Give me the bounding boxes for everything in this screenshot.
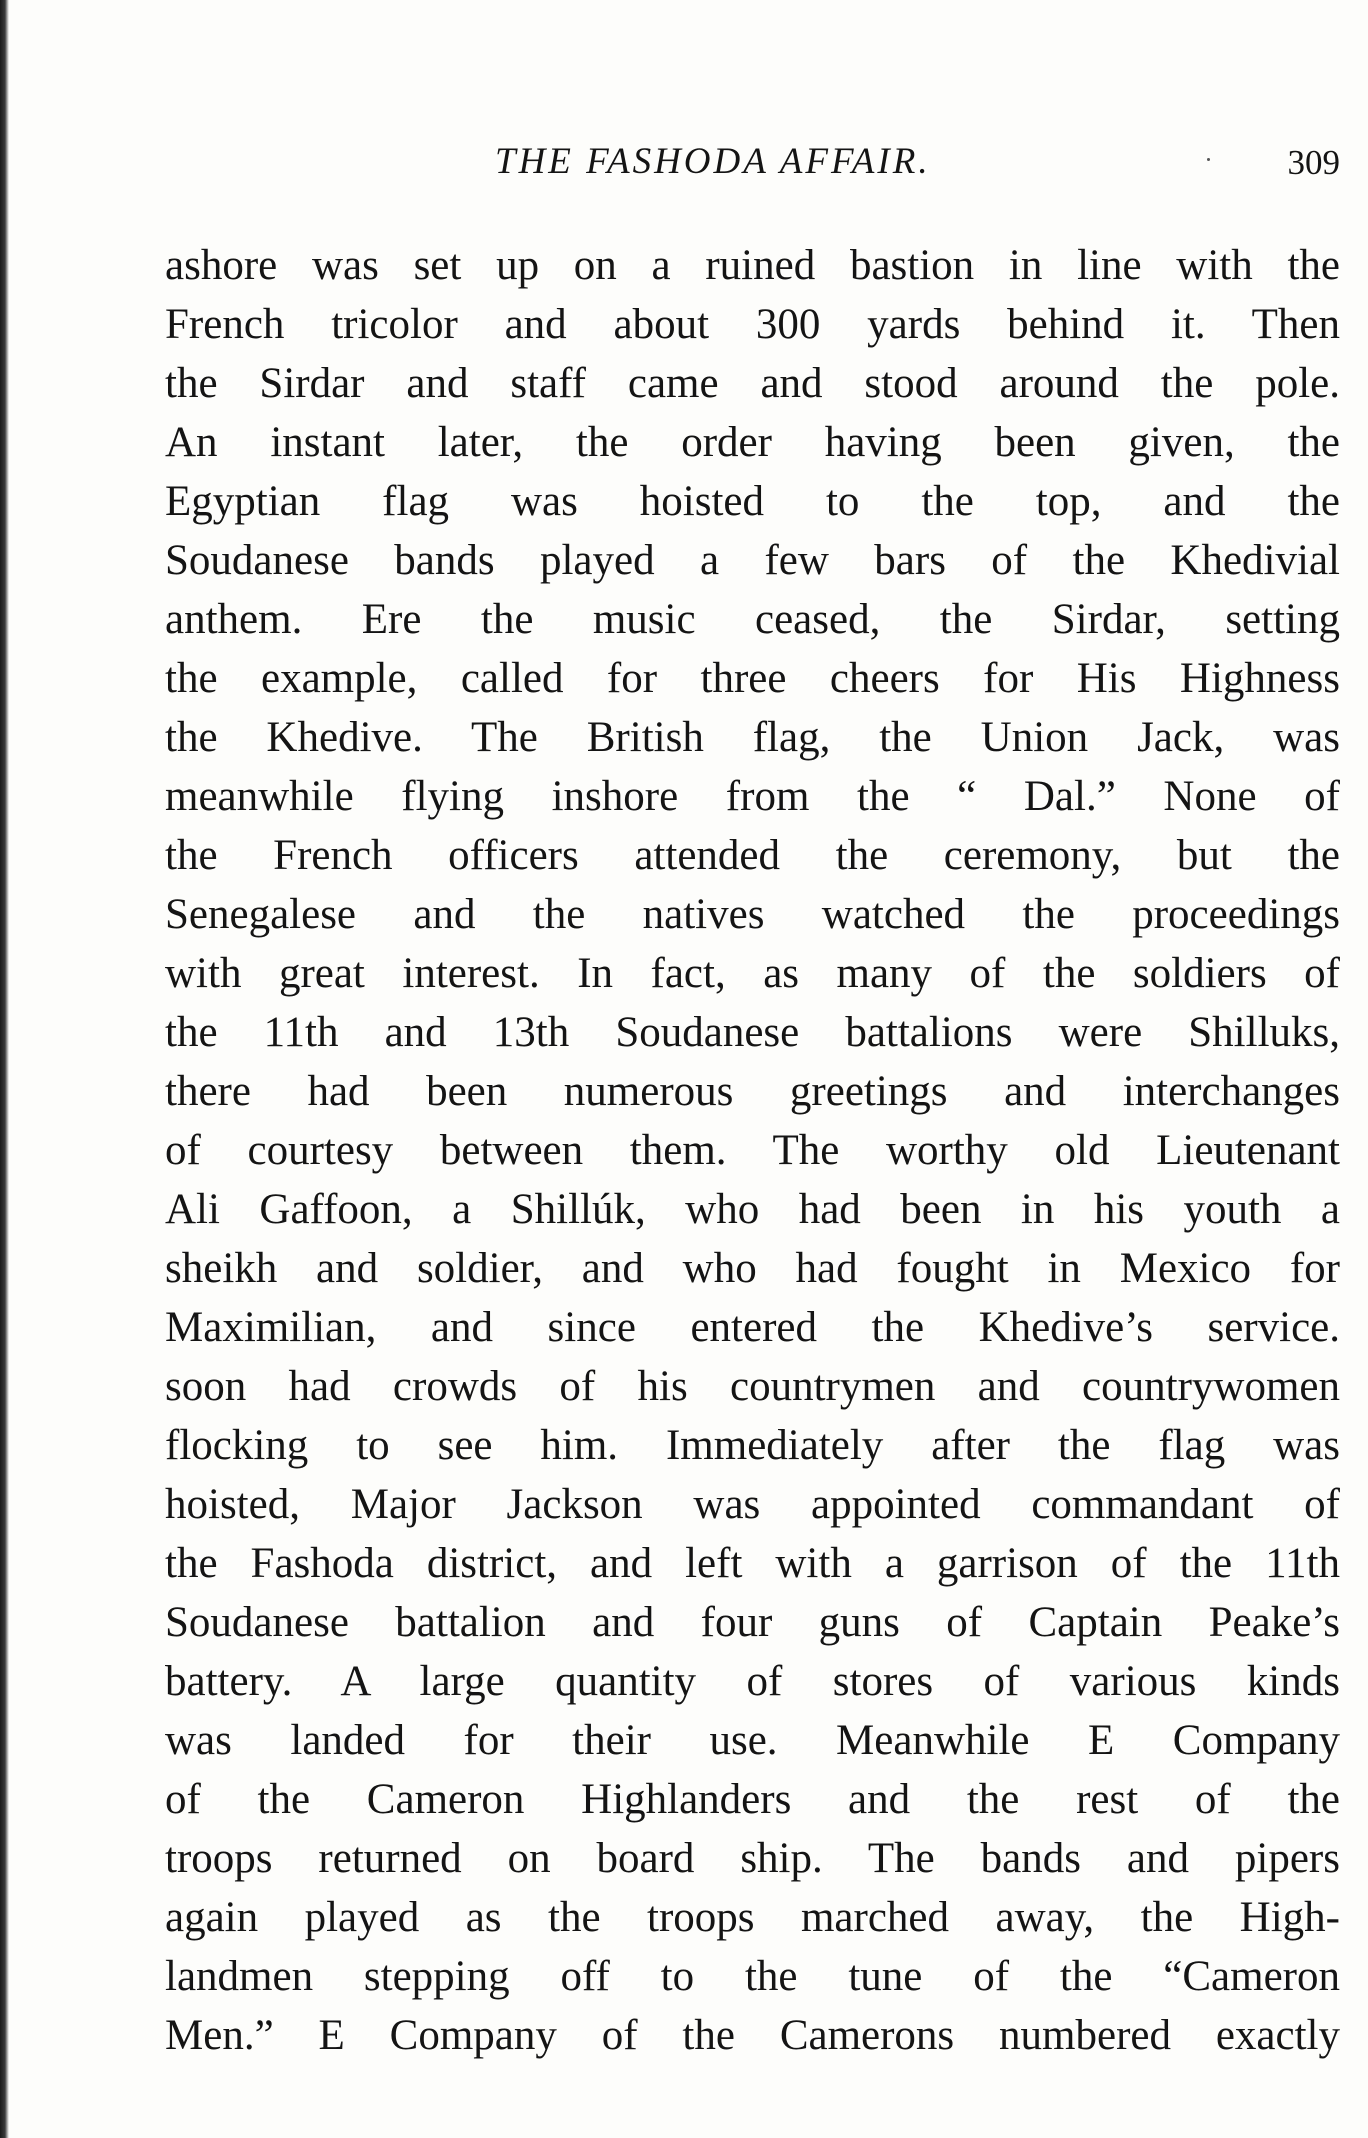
text-line: the Khedive. The British flag, the Union Jack, was [165,714,1340,761]
text-line: meanwhile flying inshore from the “ Dal.” None of [165,773,1340,820]
text-line: An instant later, the order having been given, the [165,419,1340,466]
text-line: with great interest. In fact, as many of the soldiers of [165,950,1340,997]
text-line: Maximilian, and since entered the Khedive’s service. [165,1304,1340,1351]
text-line: the Sirdar and staff came and stood around the pole. [165,360,1340,407]
text-line: the example, called for three cheers for His Highness [165,655,1340,702]
text-line: flocking to see him. Immediately after the flag was [165,1422,1340,1469]
text-line: French tricolor and about 300 yards behind it. Then [165,301,1340,348]
stray-ink-dot [1207,158,1210,161]
text-line: Soudanese battalion and four guns of Captain Peake’s [165,1599,1340,1646]
running-title: THE FASHODA AFFAIR. [495,141,931,182]
page-number: 309 [1287,143,1340,182]
text-line: of the Cameron Highlanders and the rest of the [165,1776,1340,1823]
text-line: the French officers attended the ceremony, but the [165,832,1340,879]
text-line: was landed for their use. Meanwhile E Company [165,1717,1340,1764]
text-line: Egyptian flag was hoisted to the top, and the [165,478,1340,525]
body-text [165,236,1340,2065]
text-line: Men.” E Company of the Camerons numbered exactly [165,2012,1340,2059]
text-line: battery. A large quantity of stores of various kinds [165,1658,1340,1705]
text-line: Soudanese bands played a few bars of the Khedivial [165,537,1340,584]
binding-edge-shadow [0,0,9,2138]
text-line: the 11th and 13th Soudanese battalions were Shilluks, [165,1009,1340,1056]
text-line: Ali Gaffoon, a Shillúk, who had been in his youth a [165,1186,1340,1233]
text-line: anthem. Ere the music ceased, the Sirdar, setting [165,596,1340,643]
text-line: of courtesy between them. The worthy old Lieutenant [165,1127,1340,1174]
text-line: the Fashoda district, and left with a garrison of the 11th [165,1540,1340,1587]
text-line: ashore was set up on a ruined bastion in line with the [165,242,1340,289]
running-head [165,140,1340,200]
text-line: troops returned on board ship. The bands and pipers [165,1835,1340,1882]
text-line: Senegalese and the natives watched the proceedings [165,891,1340,938]
text-line: sheikh and soldier, and who had fought in Mexico for [165,1245,1340,1292]
text-line: soon had crowds of his countrymen and countrywomen [165,1363,1340,1410]
text-line: landmen stepping off to the tune of the “Cameron [165,1953,1340,2000]
text-line: hoisted, Major Jackson was appointed commandant of [165,1481,1340,1528]
text-line: there had been numerous greetings and interchanges [165,1068,1340,1115]
text-line: again played as the troops marched away, the High- [165,1894,1340,1941]
